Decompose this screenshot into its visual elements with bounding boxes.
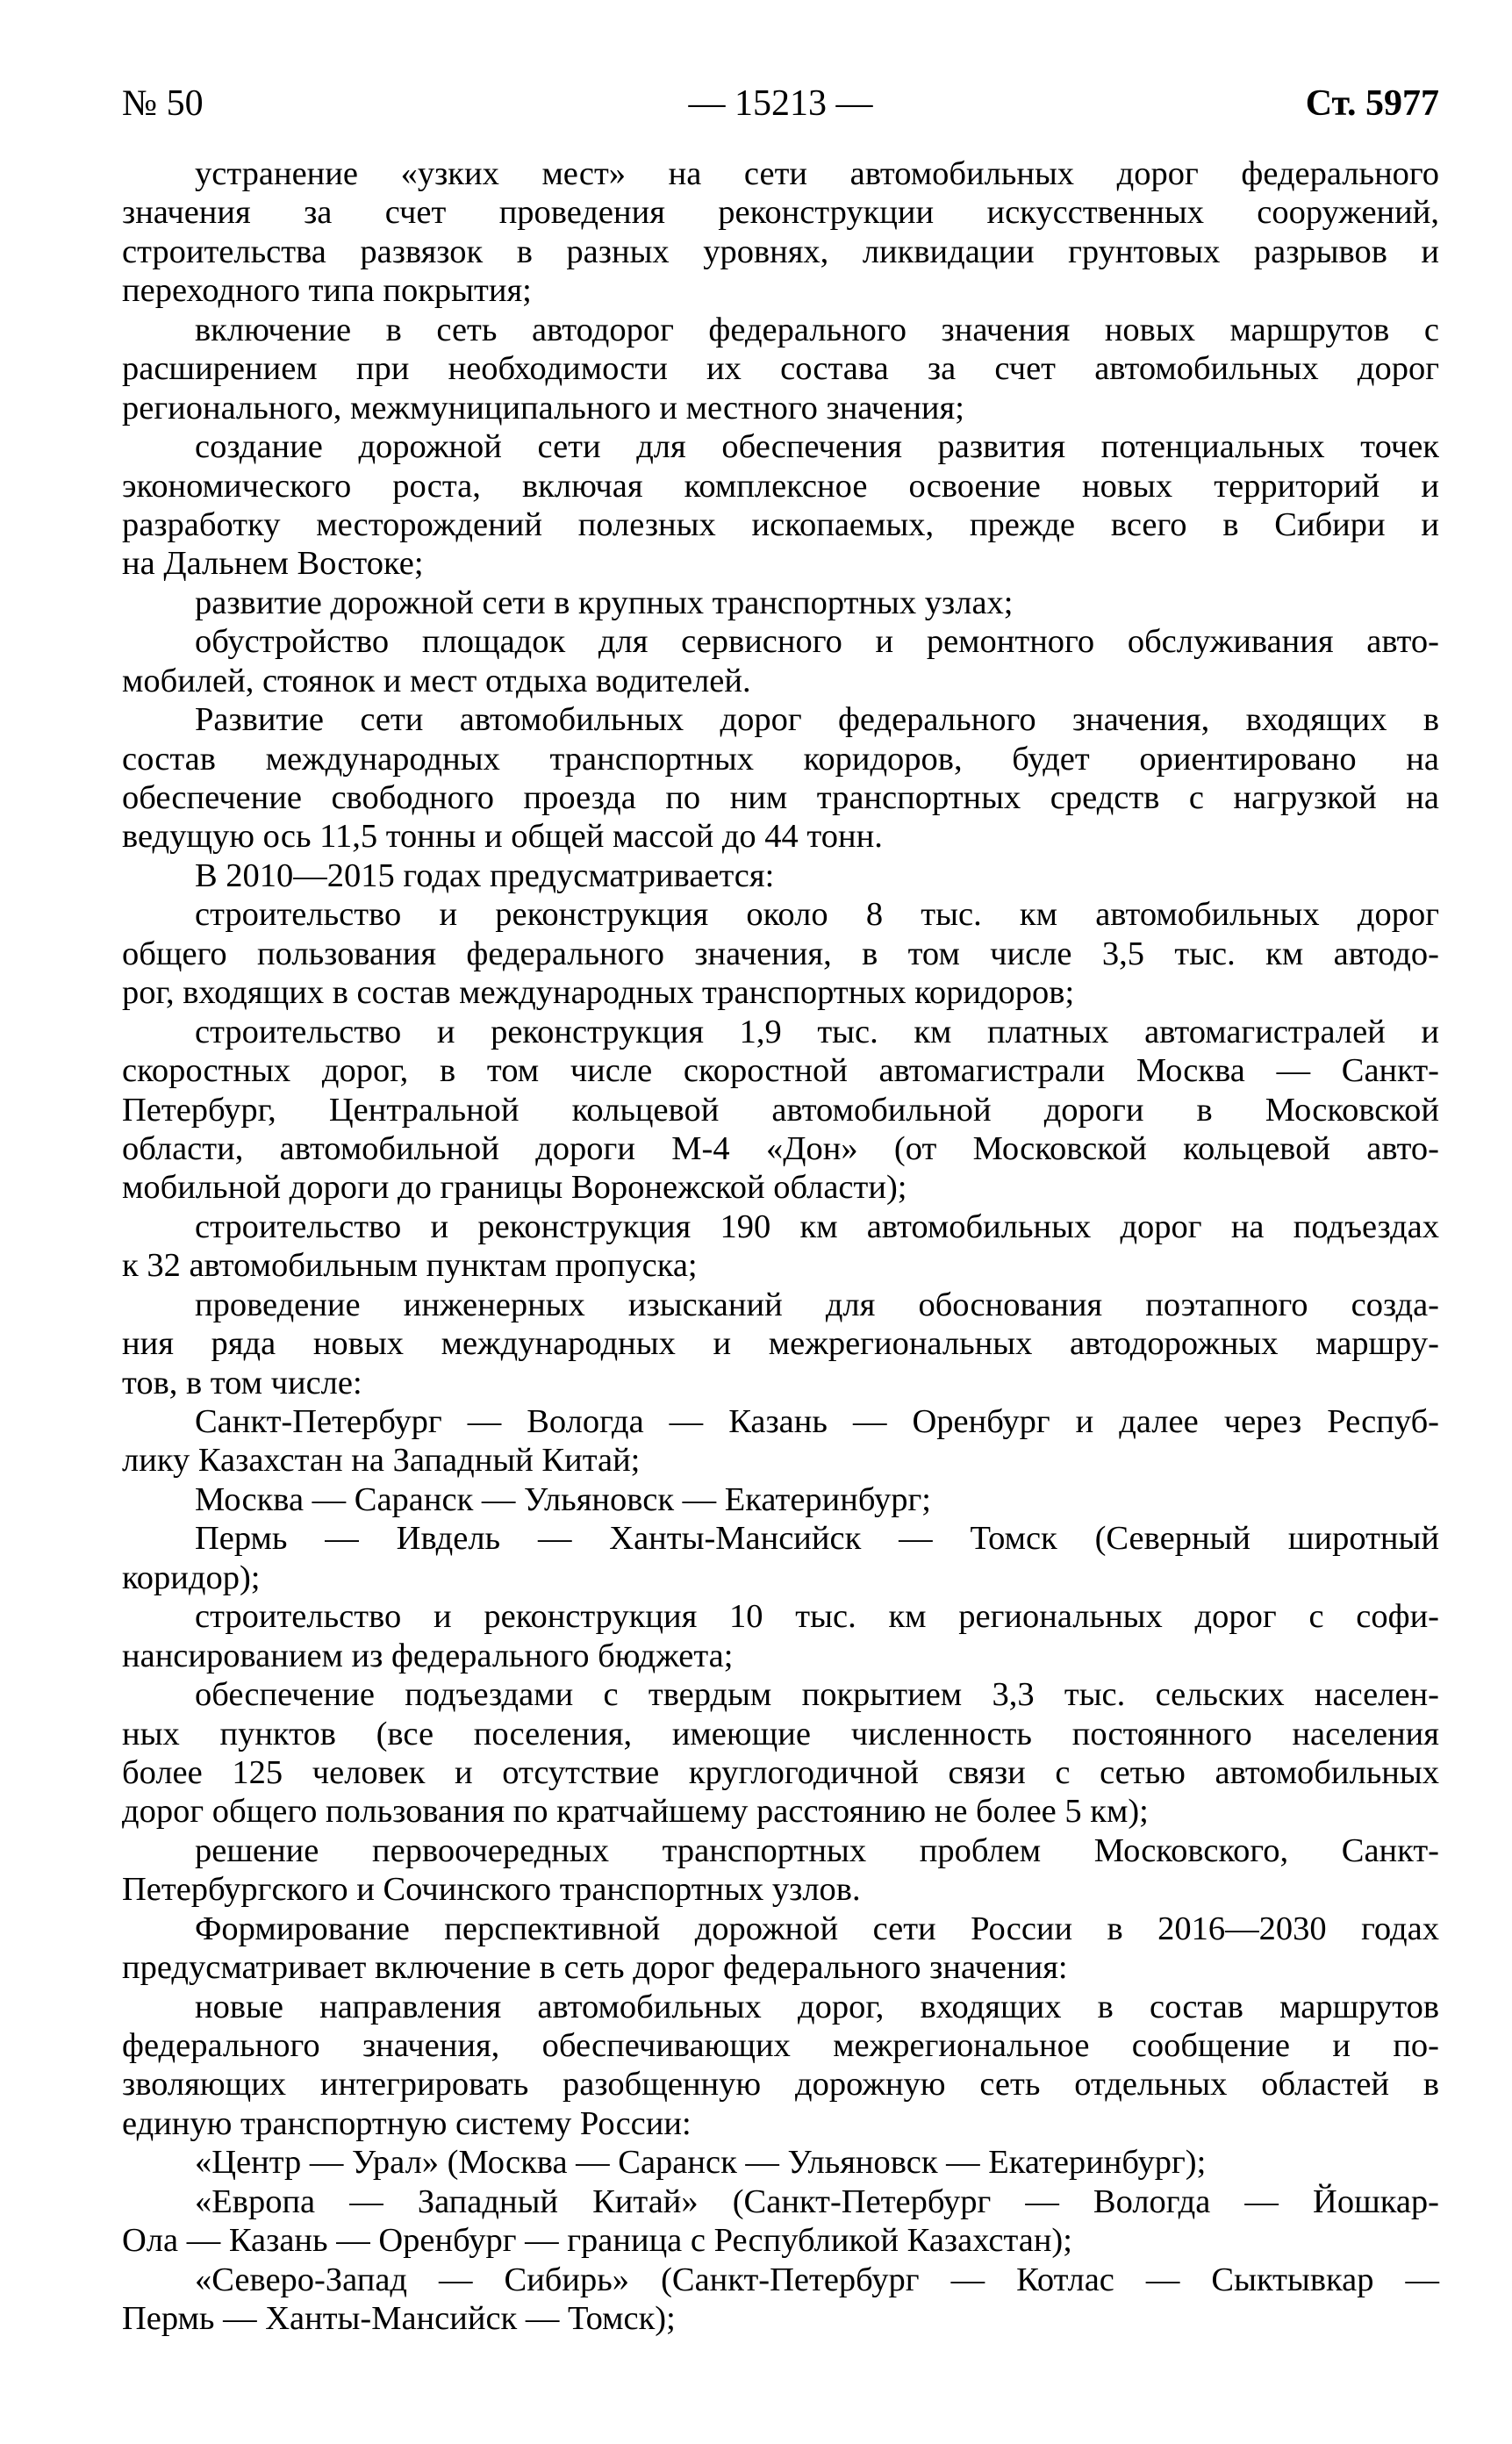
text-line: нансированием из федерального бюджета; (122, 1637, 734, 1674)
text-line: В 2010—2015 годах предусматривается: (195, 856, 775, 894)
text-line: обеспечение подъездами с твердым покрытием 3,3 тыс. сельских населен- (195, 1676, 1439, 1714)
text-line: строительство и реконструкция около 8 тыс. км автомобильных дорог (195, 896, 1439, 934)
issue-number: № 50 (122, 83, 204, 124)
paragraph (122, 1208, 1439, 1286)
text-line: Пермь — Ивдель — Ханты-Мансийск — Томск (Северный широтный (195, 1520, 1439, 1558)
text-line: переходного типа покрытия; (122, 272, 532, 310)
text-line: решение первоочередных транспортных проблем Московского, Санкт- (195, 1831, 1439, 1869)
page-number: — 15213 — (688, 83, 873, 124)
page-header (122, 81, 1439, 126)
paragraph (122, 2261, 1439, 2339)
paragraph (122, 311, 1439, 427)
text-line: зволяющих интегрировать разобщенную дорожную сеть отдельных областей в (122, 2066, 1439, 2104)
paragraph (122, 895, 1439, 1012)
paragraph (122, 2143, 1439, 2182)
text-line: включение в сеть автодорог федерального значения новых маршрутов с (195, 311, 1439, 348)
text-line: лику Казахстан на Западный Китай; (122, 1442, 641, 1480)
text-line: мобилей, стоянок и мест отдыха водителей. (122, 662, 751, 699)
text-line: обустройство площадок для сервисного и ремонтного обслуживания авто- (195, 623, 1439, 661)
text-line: создание дорожной сети для обеспечения развития потенциальных точек (195, 428, 1439, 466)
text-line: новые направления автомобильных дорог, входящих в состав маршрутов (195, 1988, 1439, 2025)
article-number: Ст. 5977 (1305, 83, 1439, 124)
text-line: к 32 автомобильным пунктам пропуска; (122, 1247, 698, 1285)
text-line: ведущую ось 11,5 тонны и общей массой до 44 тонн. (122, 818, 883, 856)
text-line: области, автомобильной дороги М-4 «Дон» (от Московской кольцевой авто- (122, 1129, 1439, 1167)
text-line: ния ряда новых международных и межрегиональных автодорожных маршру- (122, 1325, 1439, 1363)
text-line: Развитие сети автомобильных дорог федерального значения, входящих в (195, 701, 1439, 739)
text-line: тов, в том числе: (122, 1364, 362, 1401)
text-line: регионального, межмуниципального и местного значения; (122, 389, 964, 426)
text-line: Петербургского и Сочинского транспортных узлов. (122, 1871, 861, 1909)
text-line: дорог общего пользования по кратчайшему расстоянию не более 5 км); (122, 1793, 1149, 1831)
paragraph (122, 700, 1439, 856)
text-line: Петербург, Центральной кольцевой автомобильной дороги в Московской (122, 1091, 1439, 1129)
paragraph (122, 1480, 1439, 1519)
paragraph (122, 1519, 1439, 1597)
text-line: Москва — Саранск — Ульяновск — Екатеринбург; (195, 1480, 931, 1518)
text-line: ных пунктов (все поселения, имеющие численность постоянного населения (122, 1715, 1439, 1752)
text-line: на Дальнем Востоке; (122, 545, 424, 583)
paragraph (122, 1910, 1439, 1988)
paragraph (122, 622, 1439, 700)
paragraph (122, 1831, 1439, 1910)
text-line: мобильной дороги до границы Воронежской области); (122, 1169, 907, 1207)
paragraph (122, 1013, 1439, 1208)
paragraph (122, 427, 1439, 584)
paragraph (122, 1597, 1439, 1675)
paragraph (122, 584, 1439, 622)
text-line: развитие дорожной сети в крупных транспортных узлах; (195, 584, 1014, 621)
text-line: Санкт-Петербург — Вологда — Казань — Оренбург и далее через Респуб- (195, 1403, 1439, 1440)
text-line: рог, входящих в состав международных транспортных коридоров; (122, 974, 1075, 1012)
text-line: коридор); (122, 1559, 261, 1596)
text-line: «Северо-Запад — Сибирь» (Санкт-Петербург — Котлас — Сыктывкар — (195, 2261, 1439, 2298)
text-line: обеспечение свободного проезда по ним транспортных средств с нагрузкой на (122, 779, 1439, 816)
text-line: Пермь — Ханты-Мансийск — Томск); (122, 2300, 676, 2338)
text-line: устранение «узких мест» на сети автомобильных дорог федерального (195, 155, 1439, 192)
text-line: более 125 человек и отсутствие круглогодичной связи с сетью автомобильных (122, 1753, 1439, 1791)
text-line: Формирование перспективной дорожной сети России в 2016—2030 годах (195, 1910, 1439, 1947)
text-line: проведение инженерных изысканий для обоснования поэтапного созда- (195, 1286, 1439, 1323)
text-line: значения за счет проведения реконструкции искусственных сооружений, (122, 194, 1439, 232)
paragraph (122, 1988, 1439, 2144)
text-line: строительство и реконструкция 1,9 тыс. км платных автомагистралей и (195, 1013, 1439, 1050)
text-line: скоростных дорог, в том числе скоростной автомагистрали Москва — Санкт- (122, 1052, 1439, 1090)
paragraph (122, 2182, 1439, 2261)
paragraph (122, 856, 1439, 895)
paragraph (122, 154, 1439, 311)
text-line: общего пользования федерального значения, в том числе 3,5 тыс. км автодо- (122, 935, 1439, 972)
text-line: федерального значения, обеспечивающих межрегиональное сообщение и по- (122, 2027, 1439, 2064)
text-line: Ола — Казань — Оренбург — граница с Республикой Казахстан); (122, 2222, 1072, 2260)
text-line: единую транспортную систему России: (122, 2104, 692, 2142)
text-line: состав международных транспортных коридоров, будет ориентировано на (122, 740, 1439, 778)
text-line: строительство и реконструкция 190 км автомобильных дорог на подъездах (195, 1208, 1439, 1245)
text-line: расширением при необходимости их состава за счет автомобильных дорог (122, 350, 1439, 388)
document-body (122, 154, 1439, 2339)
paragraph (122, 1675, 1439, 1831)
text-line: разработку месторождений полезных ископаемых, прежде всего в Сибири и (122, 505, 1439, 543)
text-line: «Центр — Урал» (Москва — Саранск — Ульяновск — Екатеринбург); (195, 2144, 1207, 2182)
text-line: предусматривает включение в сеть дорог федерального значения: (122, 1949, 1068, 1987)
paragraph (122, 1286, 1439, 1402)
text-line: «Европа — Западный Китай» (Санкт-Петербург — Вологда — Йошкар- (195, 2182, 1439, 2220)
text-line: строительство и реконструкция 10 тыс. км региональных дорог с софи- (195, 1598, 1439, 1636)
text-line: экономического роста, включая комплексное освоение новых территорий и (122, 467, 1439, 505)
text-line: строительства развязок в разных уровнях, ликвидации грунтовых разрывов и (122, 233, 1439, 270)
paragraph (122, 1402, 1439, 1480)
